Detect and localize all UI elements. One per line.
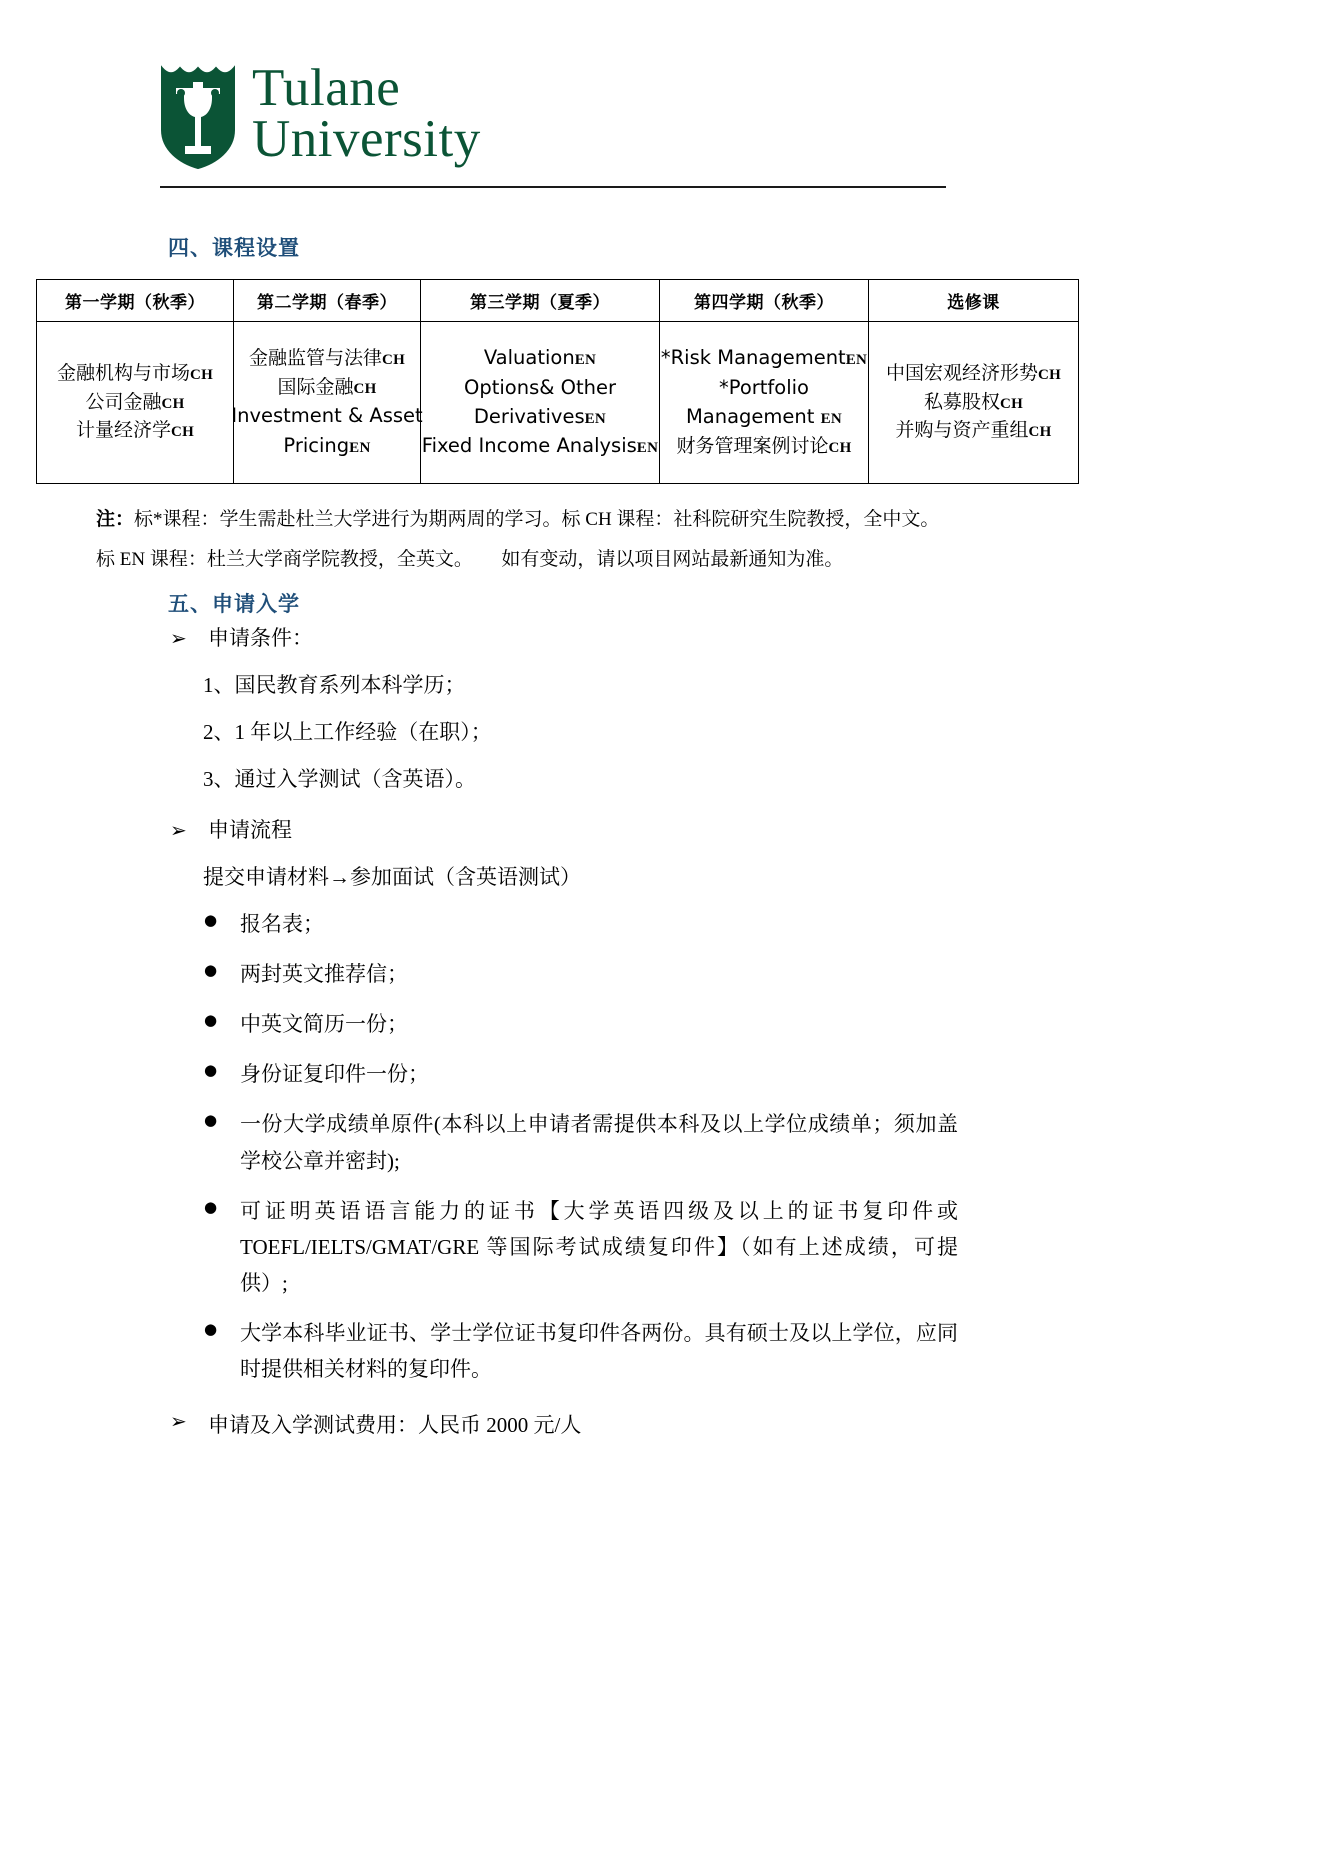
course-entry: ValuationEN (483, 346, 597, 370)
section-heading-apply: 五、申请入学 (168, 592, 300, 616)
list-item (0, 1106, 1327, 1178)
course-entry: DerivativesEN (473, 405, 607, 428)
course-entry: 公司金融CH (85, 391, 185, 413)
course-entry: PricingEN (283, 433, 371, 457)
document-header (160, 59, 1170, 194)
table-row (37, 322, 1079, 484)
course-entry: 计量经济学CH (75, 420, 195, 442)
logo-line-tulane: Tulane (252, 59, 401, 117)
table-cell-electives (869, 322, 1079, 484)
list-item-text: 报名表； (240, 912, 324, 936)
list-item: 3、通过入学测试（含英语）。 (203, 767, 476, 791)
dot-bullet-icon: ● (204, 1319, 218, 1338)
note-line-1 (96, 500, 1256, 540)
arrow-bullet-icon: ➢ (170, 626, 187, 650)
tulane-wordmark (252, 59, 481, 168)
course-entry: 私募股权CH (923, 391, 1024, 413)
course-entry: 国际金融CH (277, 376, 377, 398)
list-item-text: 可证明英语语言能力的证书【大学英语四级及以上的证书复印件或 TOEFL/IELTS/GMAT/GRE 等国际考试成绩复印件】（如有上述成绩，可提供）; (240, 1198, 958, 1295)
dot-bullet-icon: ● (204, 1061, 218, 1080)
course-entry: Fixed Income AnalysisEN (421, 434, 659, 458)
dot-bullet-icon: ● (204, 961, 218, 980)
course-entry: 财务管理案例讨论CH (676, 435, 852, 457)
table-header-cell-2: 第二学期（春季） (234, 280, 421, 322)
list-item: 2、1 年以上工作经验（在职）； (203, 720, 492, 744)
list-item: 1、国民教育系列本科学历； (203, 673, 466, 697)
dot-bullet-icon: ● (204, 1197, 218, 1216)
note-line-2: 标 EN 课程：杜兰大学商学院教授，全英文。 如有变动，请以项目网站最新通知为准。 (96, 548, 844, 570)
apply-conditions-title: 申请条件： (208, 626, 313, 650)
tulane-shield-icon (160, 62, 236, 170)
apply-conditions-heading (0, 628, 1327, 649)
apply-process-flow: 提交申请材料→参加面试（含英语测试） (203, 865, 581, 889)
note-label: 注： (96, 509, 135, 530)
header-divider (160, 186, 946, 188)
apply-fee-row (0, 1409, 1327, 1439)
course-entry: Options& Other (463, 375, 616, 399)
table-header-row (37, 280, 1079, 322)
dot-bullet-icon: ● (204, 1011, 218, 1030)
table-cell-semester-2 (231, 322, 423, 484)
course-entry: 中国宏观经济形势CH (885, 362, 1062, 384)
list-item (0, 1006, 1327, 1042)
table-cell-semester-4 (660, 322, 869, 484)
list-item (0, 1056, 1327, 1092)
course-entry: Management EN (685, 405, 843, 429)
course-entry: *Risk ManagementEN (660, 346, 868, 370)
list-item-text: 一份大学成绩单原件(本科以上申请者需提供本科及以上学位成绩单；须加盖学校公章并密封); (240, 1112, 958, 1173)
apply-section-body (0, 628, 1327, 1439)
list-item (0, 906, 1327, 942)
list-item-text: 两封英文推荐信； (240, 962, 408, 987)
course-entry: Investment & Asset (231, 404, 423, 428)
dot-bullet-icon: ● (204, 911, 218, 929)
section-heading-courses: 四、课程设置 (168, 236, 300, 260)
tulane-logo (160, 59, 1170, 170)
course-schedule-table (36, 279, 1079, 484)
course-entry: 金融机构与市场CH (56, 362, 214, 384)
table-header-cell-3: 第三学期（夏季） (421, 280, 660, 322)
table-cell-semester-1 (37, 322, 234, 484)
logo-line-university: University (252, 109, 481, 168)
arrow-bullet-icon: ➢ (170, 1409, 187, 1434)
course-entry: 金融监管与法律CH (248, 347, 406, 369)
course-entry: 并购与资产重组CH (895, 420, 1052, 442)
table-header-cell-5: 选修课 (869, 280, 1079, 322)
list-item (0, 1315, 1327, 1387)
apply-process-heading (0, 820, 1327, 841)
list-item-text: 中英文简历一份； (240, 1012, 408, 1037)
arrow-bullet-icon: ➢ (170, 818, 187, 842)
course-entry: *Portfolio (719, 375, 809, 399)
apply-process-title: 申请流程 (208, 818, 292, 842)
table-header-cell-1: 第一学期（秋季） (37, 280, 234, 322)
list-item-text: 身份证复印件一份； (240, 1062, 429, 1087)
dot-bullet-icon: ● (204, 1111, 218, 1130)
apply-fee-text: 申请及入学测试费用：人民币 2000 元/人 (208, 1413, 582, 1438)
table-header-cell-4: 第四学期（秋季） (660, 280, 869, 322)
list-item (0, 1193, 1327, 1301)
note-line-1-text: 标*课程：学生需赴杜兰大学进行为期两周的学习。标 CH 课程：社科院研究生院教授，全中文。 (134, 509, 940, 530)
table-cell-semester-3 (421, 322, 660, 484)
list-item-text: 大学本科毕业证书、学士学位证书复印件各两份。具有硕士及以上学位，应同时提供相关材料的复印件。 (240, 1320, 958, 1382)
list-item (0, 956, 1327, 992)
table-note (96, 500, 1256, 580)
